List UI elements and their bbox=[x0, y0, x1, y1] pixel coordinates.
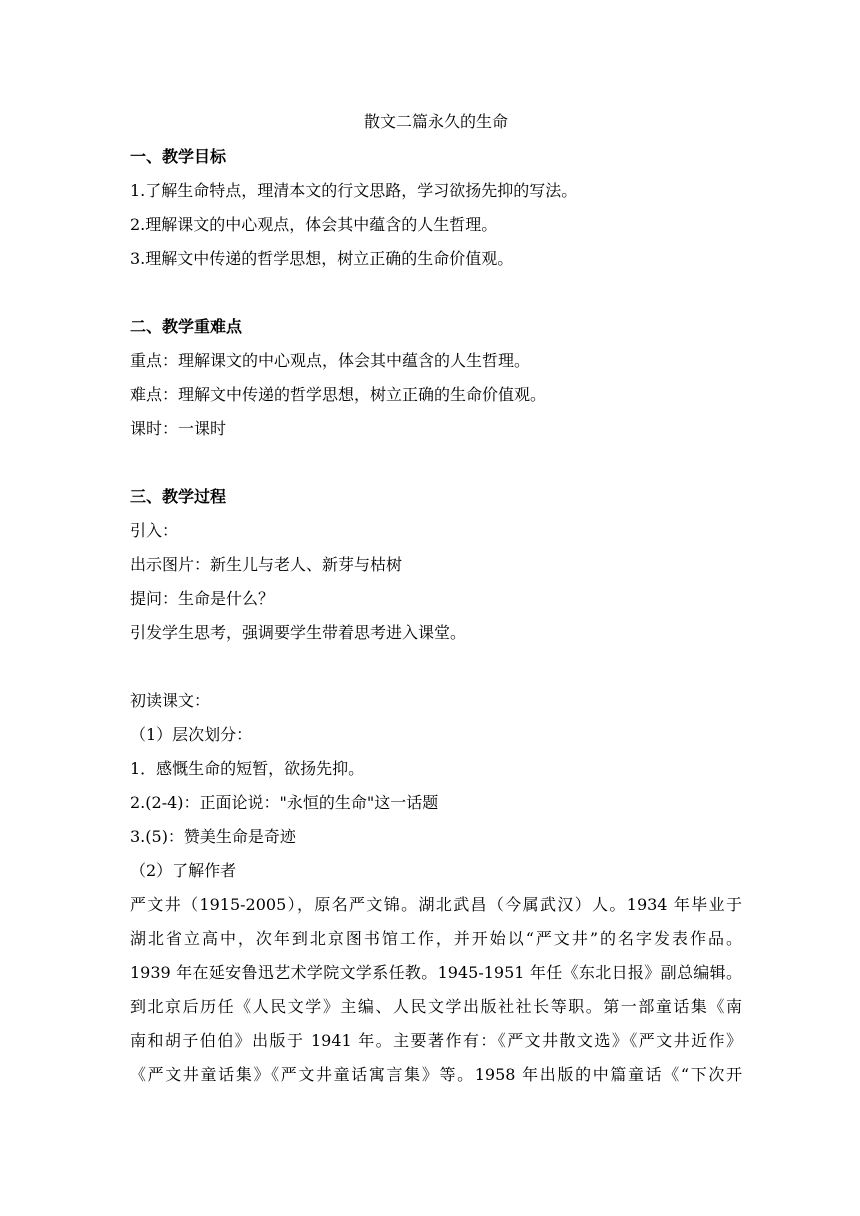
author-biography-paragraph bbox=[130, 888, 742, 1092]
objective-item-3: 3.理解文中传递的哲学思想，树立正确的生命价值观。 bbox=[130, 249, 514, 268]
author-bio-line: 到北京后历任《人民文学》主编、人民文学出版社社长等职。第一部童话集《南 bbox=[130, 997, 742, 1016]
section-heading-key-points: 二、教学重难点 bbox=[130, 317, 243, 336]
structure-division-label: （1）层次划分： bbox=[130, 725, 253, 744]
structure-item-1: 1．感慨生命的短暂，欲扬先抑。 bbox=[130, 759, 365, 778]
author-bio-line: 湖北省立高中，次年到北京图书馆工作，并开始以“严文井”的名字发表作品。 bbox=[130, 929, 742, 948]
class-hours-item: 课时：一课时 bbox=[130, 419, 227, 438]
difficulty-item: 难点：理解文中传递的哲学思想，树立正确的生命价值观。 bbox=[130, 385, 547, 404]
first-reading-label: 初读课文： bbox=[130, 691, 211, 710]
section-heading-process: 三、教学过程 bbox=[130, 487, 227, 506]
author-intro-label: （2）了解作者 bbox=[130, 861, 237, 880]
author-bio-line: 1939 年在延安鲁迅艺术学院文学系任教。1945-1951 年任《东北日报》副总编辑。 bbox=[130, 963, 742, 982]
process-show-pictures: 出示图片：新生儿与老人、新芽与枯树 bbox=[130, 555, 403, 574]
process-intro-label: 引入： bbox=[130, 521, 179, 540]
document-body bbox=[130, 104, 742, 1092]
blank-line bbox=[130, 650, 742, 684]
author-bio-line: 南和胡子伯伯》出版于 1941 年。主要著作有：《严文井散文选》《严文井近作》 bbox=[130, 1031, 742, 1050]
process-question: 提问：生命是什么？ bbox=[130, 589, 275, 608]
objective-item-1: 1.了解生命特点，理清本文的行文思路，学习欲扬先抑的写法。 bbox=[130, 181, 578, 200]
author-bio-line: 《严文井童话集》《严文井童话寓言集》等。1958 年出版的中篇童话《“下次开 bbox=[130, 1065, 742, 1084]
key-point-item: 重点：理解课文的中心观点，体会其中蕴含的人生哲理。 bbox=[130, 351, 531, 370]
blank-line bbox=[130, 446, 742, 480]
structure-item-3: 3.(5)：赞美生命是奇迹 bbox=[130, 827, 296, 846]
section-heading-objectives: 一、教学目标 bbox=[130, 147, 227, 166]
document-title: 散文二篇永久的生命 bbox=[363, 112, 508, 131]
objective-item-2: 2.理解课文的中心观点，体会其中蕴含的人生哲理。 bbox=[130, 215, 498, 234]
process-guide-thinking: 引发学生思考，强调要学生带着思考进入课堂。 bbox=[130, 623, 467, 642]
author-bio-line: 严文井（1915-2005），原名严文锦。湖北武昌（今属武汉）人。1934 年毕业于 bbox=[130, 895, 742, 914]
structure-item-2: 2.(2-4)：正面论说："永恒的生命"这一话题 bbox=[130, 793, 439, 812]
blank-line bbox=[130, 276, 742, 310]
